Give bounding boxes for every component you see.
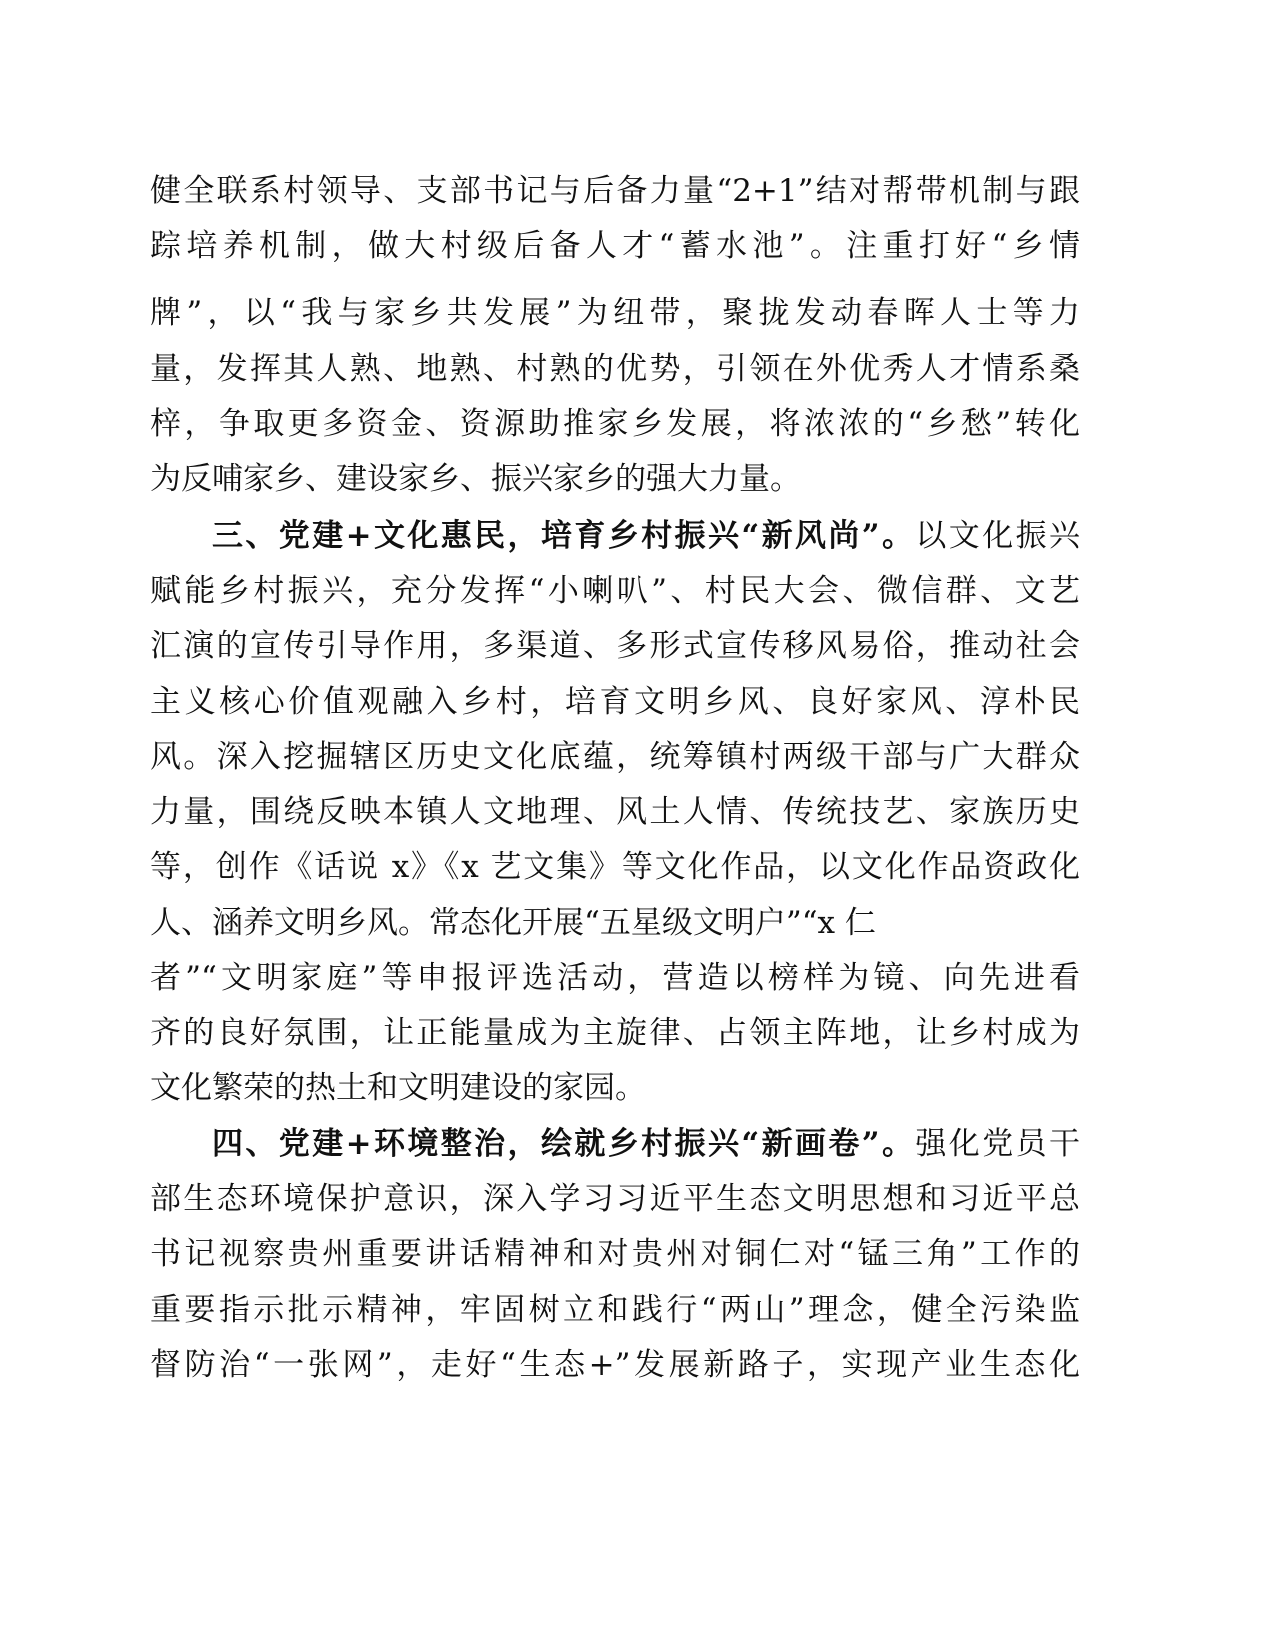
paragraph-line: 汇演的宣传引导作用，多渠道、多形式宣传移风易俗，推动社会 [150, 628, 1080, 664]
paragraph-line: 人、涵养文明乡风。常态化开展“五星级文明户”“x 仁 [150, 905, 876, 941]
paragraph-line: 重要指示批示精神，牢固树立和践行“两山”理念，健全污染监 [150, 1292, 1080, 1328]
section-3-first-line-rest: 以文化振兴 [915, 518, 1080, 554]
paragraph-line: 等，创作《话说 x》《x 艺文集》等文化作品，以文化作品资政化 [150, 849, 1080, 885]
paragraph-line: 部生态环境保护意识，深入学习习近平生态文明思想和习近平总 [150, 1181, 1080, 1217]
paragraph-line: 文化繁荣的热土和文明建设的家园。 [150, 1070, 646, 1106]
section-3-heading: 三、党建+文化惠民，培育乡村振兴“新风尚”。 [212, 518, 916, 554]
section-3-first-line [150, 508, 1080, 564]
paragraph-line: 齐的良好氛围，让正能量成为主旋律、占领主阵地，让乡村成为 [150, 1015, 1080, 1051]
paragraph-line: 量，发挥其人熟、地熟、村熟的优势，引领在外优秀人才情系桑 [150, 351, 1080, 387]
section-4-first-line [150, 1116, 1080, 1172]
section-4-heading: 四、党建+环境整治，绘就乡村振兴“新画卷”。 [212, 1126, 916, 1162]
paragraph-line: 赋能乡村振兴，充分发挥“小喇叭”、村民大会、微信群、文艺 [150, 573, 1080, 609]
paragraph-line: 风。深入挖掘辖区历史文化底蕴，统筹镇村两级干部与广大群众 [150, 739, 1080, 775]
paragraph-line: 主义核心价值观融入乡村，培育文明乡风、良好家风、淳朴民 [150, 684, 1080, 720]
paragraph-line: 书记视察贵州重要讲话精神和对贵州对铜仁对“锰三角”工作的 [150, 1236, 1080, 1272]
paragraph-line: 者”“文明家庭”等申报评选活动，营造以榜样为镜、向先进看 [150, 960, 1080, 996]
paragraph-line: 力量，围绕反映本镇人文地理、风土人情、传统技艺、家族历史 [150, 794, 1080, 830]
paragraph-line: 梓，争取更多资金、资源助推家乡发展，将浓浓的“乡愁”转化 [150, 406, 1080, 442]
paragraph-line: 牌”，以“我与家乡共发展”为纽带，聚拢发动春晖人士等力 [150, 295, 1080, 331]
paragraph-line: 健全联系村领导、支部书记与后备力量“2+1”结对帮带机制与跟 [150, 173, 1080, 209]
paragraph-line: 督防治“一张网”，走好“生态+”发展新路子，实现产业生态化 [150, 1347, 1080, 1383]
section-4-first-line-rest: 强化党员干 [915, 1126, 1080, 1162]
paragraph-line: 踪培养机制，做大村级后备人才“蓄水池”。注重打好“乡情 [150, 228, 1080, 264]
paragraph-line: 为反哺家乡、建设家乡、振兴家乡的强大力量。 [150, 461, 801, 497]
